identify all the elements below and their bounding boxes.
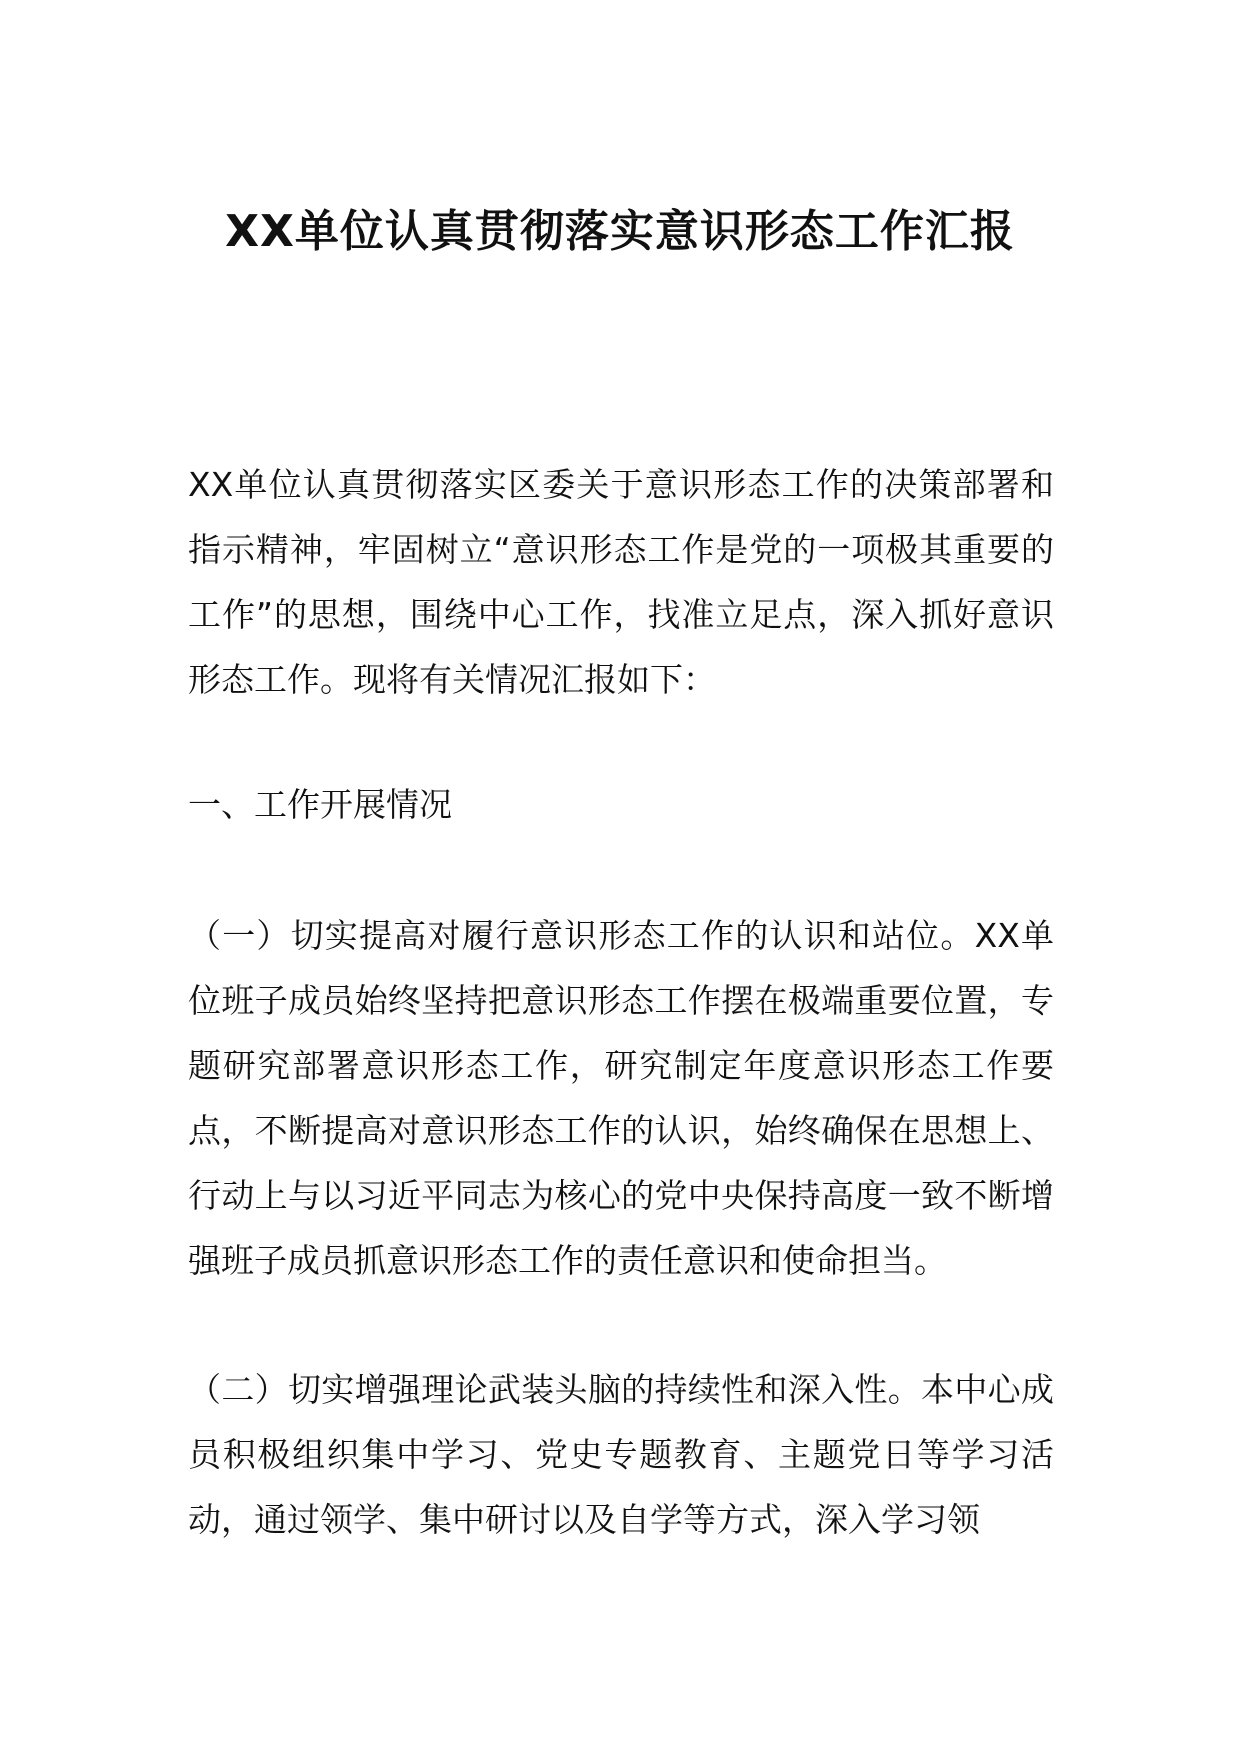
paragraph-item-1: （一）切实提高对履行意识形态工作的认识和站位。XX单位班子成员始终坚持把意识形态工作摆在极端重要位置，专题研究部署意识形态工作，研究制定年度意识形态工作要点，不断提高对意识形态工作的认识，始终确保在思想上、行动上与以习近平同志为核心的党中央保持高度一致不断增强班子成员抓意识形态工作的责任意识和使命担当。 [188,916,1054,1280]
document-title: XX单位认真贯彻落实意识形态工作汇报 [225,206,1015,257]
section-heading: 一、工作开展情况 [188,785,452,824]
paragraph-item-2: （二）切实增强理论武装头脑的持续性和深入性。本中心成员积极组织集中学习、党史专题教育、主题党日等学习活动，通过领学、集中研讨以及自学等方式，深入学习领 [188,1370,1054,1539]
paragraph-intro: XX单位认真贯彻落实区委关于意识形态工作的决策部署和指示精神，牢固树立“意识形态工作是党的一项极其重要的工作”的思想，围绕中心工作，找准立足点，深入抓好意识形态工作。现将有关情况汇报如下： [188,465,1054,699]
